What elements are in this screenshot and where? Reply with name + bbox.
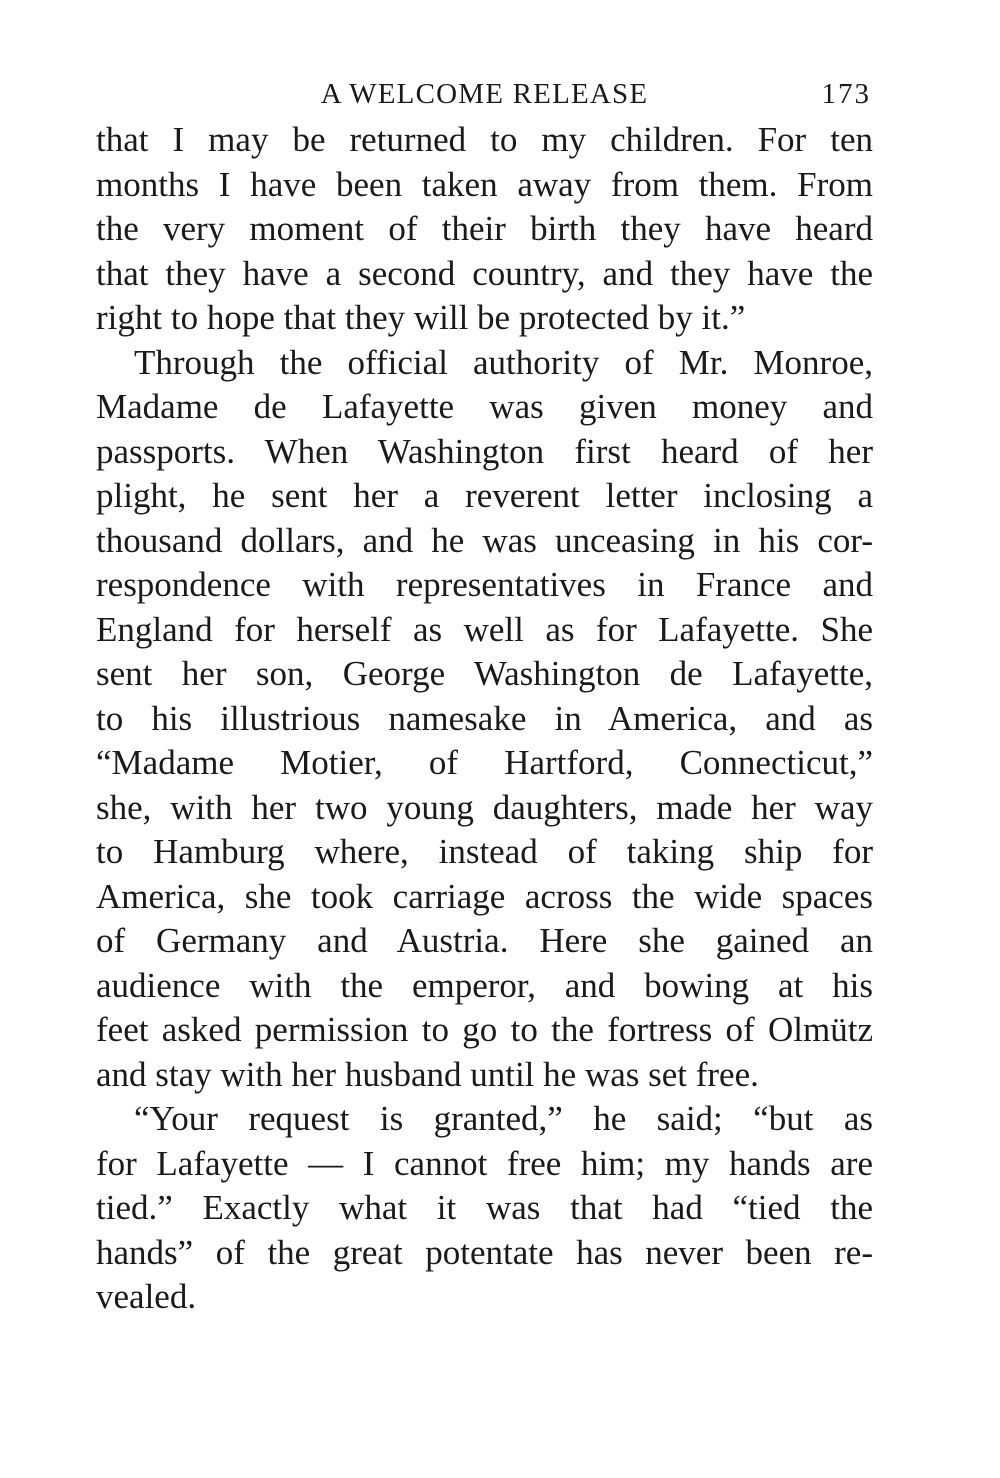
text-line: audience with the emperor, and bowing at his: [96, 965, 873, 1005]
text-line: months I have been taken away from them. From: [96, 164, 873, 204]
running-title: A WELCOME RELEASE: [320, 78, 649, 110]
paragraph: [96, 1097, 873, 1320]
text-line: of Germany and Austria. Here she gained an: [96, 921, 873, 960]
text-line: vealed.: [96, 1277, 197, 1316]
text-line: respondence with representatives in France and: [96, 565, 873, 604]
text-line: hands” of the great potentate has never been re-: [96, 1232, 873, 1272]
text-line: “Your request is granted,” he said; “but as: [134, 1099, 873, 1138]
text-line: plight, he sent her a reverent letter inclosing a: [96, 476, 873, 515]
text-line: feet asked permission to go to the fortress of Olmütz: [96, 1010, 873, 1049]
text-line: sent her son, George Washington de Lafayette,: [96, 654, 873, 693]
text-line: for Lafayette — I cannot free him; my hands are: [96, 1143, 873, 1183]
page-number: 173: [821, 78, 871, 110]
body-text: [96, 118, 873, 1320]
text-line: thousand dollars, and he was unceasing in his cor-: [96, 520, 873, 560]
text-line: to his illustrious namesake in America, and as: [96, 698, 873, 738]
text-line: “Madame Motier, of Hartford, Connecticut,”: [96, 743, 873, 782]
text-line: America, she took carriage across the wide spaces: [96, 876, 873, 916]
text-line: England for herself as well as for Lafayette. She: [96, 609, 873, 649]
text-line: the very moment of their birth they have heard: [96, 209, 873, 248]
text-line: tied.” Exactly what it was that had “tied the: [96, 1188, 873, 1227]
text-line: right to hope that they will be protected by it.”: [96, 298, 746, 337]
text-line: to Hamburg where, instead of taking ship for: [96, 832, 873, 871]
text-line: she, with her two young daughters, made her way: [96, 787, 873, 827]
paragraph: [96, 341, 873, 1098]
text-line: and stay with her husband until he was set free.: [96, 1054, 759, 1094]
text-line: Through the official authority of Mr. Monroe,: [134, 342, 873, 382]
paragraph: [96, 118, 873, 341]
text-line: Madame de Lafayette was given money and: [96, 387, 873, 426]
text-line: passports. When Washington first heard of her: [96, 431, 873, 471]
text-line: that they have a second country, and they have the: [96, 253, 873, 293]
book-page: [96, 70, 873, 1320]
text-line: that I may be returned to my children. For ten: [96, 120, 873, 159]
running-header: [96, 70, 873, 118]
